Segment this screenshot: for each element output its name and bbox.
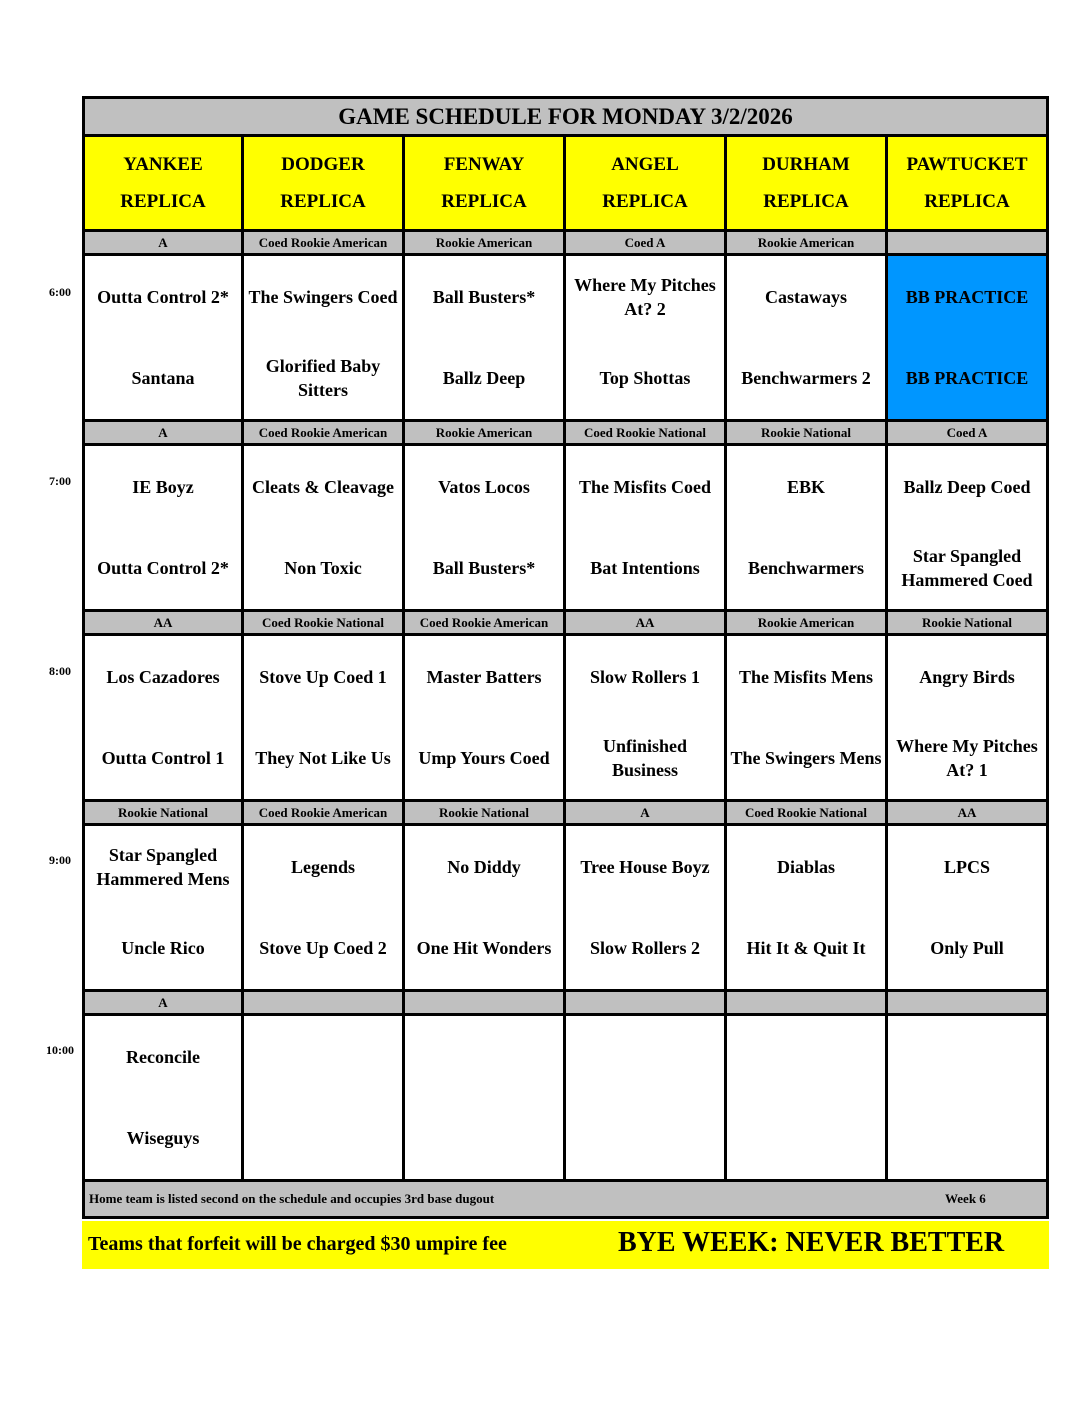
week-label: Week 6 bbox=[945, 1191, 986, 1206]
away-team: Ballz Deep Coed bbox=[903, 476, 1031, 497]
game-cell bbox=[82, 826, 244, 992]
field-subtitle: REPLICA bbox=[924, 191, 1010, 212]
game-cell bbox=[244, 826, 405, 992]
division-label: Rookie National bbox=[727, 422, 888, 446]
game-cell bbox=[727, 446, 888, 612]
away-team: Tree House Boyz bbox=[580, 856, 710, 877]
home-team: They Not Like Us bbox=[255, 748, 391, 769]
home-team bbox=[569, 1098, 721, 1180]
game-row bbox=[82, 256, 1049, 422]
game-cell bbox=[566, 636, 727, 802]
home-team bbox=[408, 1098, 560, 1180]
division-label: Rookie National bbox=[888, 612, 1049, 636]
home-team: The Swingers Mens bbox=[730, 748, 882, 769]
home-team: Uncle Rico bbox=[121, 938, 205, 959]
division-label: Coed Rookie American bbox=[244, 232, 405, 256]
practice-cell bbox=[888, 256, 1049, 422]
division-label bbox=[888, 992, 1049, 1016]
time-slots bbox=[82, 232, 1049, 1182]
away-team: The Swingers Coed bbox=[248, 286, 398, 307]
game-cell bbox=[727, 256, 888, 422]
field-header bbox=[244, 137, 405, 232]
division-label: Rookie American bbox=[727, 232, 888, 256]
home-team: Glorified Baby Sitters bbox=[265, 356, 381, 401]
away-team: Outta Control 2* bbox=[97, 286, 229, 307]
game-cell bbox=[888, 446, 1049, 612]
game-cell bbox=[888, 1016, 1049, 1182]
game-row bbox=[82, 1016, 1049, 1182]
field-name: YANKEE bbox=[123, 154, 203, 175]
field-subtitle: REPLICA bbox=[602, 191, 688, 212]
time-label: 6:00 bbox=[49, 285, 71, 299]
home-team: Hit It & Quit It bbox=[746, 938, 866, 959]
away-team: Ball Busters* bbox=[432, 286, 536, 307]
away-team: BB PRACTICE bbox=[905, 286, 1029, 307]
field-name: FENWAY bbox=[443, 154, 525, 175]
division-label: Coed Rookie National bbox=[566, 422, 727, 446]
division-label: Rookie National bbox=[82, 802, 244, 826]
field-header-row bbox=[82, 137, 1049, 232]
home-team: Slow Rollers 2 bbox=[590, 938, 700, 959]
away-team bbox=[569, 1016, 721, 1098]
away-team: The Misfits Mens bbox=[739, 666, 873, 687]
game-cell bbox=[405, 256, 566, 422]
home-team: BB PRACTICE bbox=[905, 368, 1029, 389]
away-team: Angry Birds bbox=[919, 666, 1015, 687]
game-cell bbox=[727, 636, 888, 802]
away-team: No Diddy bbox=[447, 856, 521, 877]
away-team bbox=[247, 1016, 399, 1098]
home-team: Stove Up Coed 2 bbox=[259, 938, 387, 959]
field-subtitle: REPLICA bbox=[280, 191, 366, 212]
game-row bbox=[82, 636, 1049, 802]
game-cell bbox=[727, 826, 888, 992]
game-cell bbox=[244, 636, 405, 802]
home-team-note: Home team is listed second on the schedule and occupies 3rd base dugout bbox=[89, 1191, 495, 1206]
away-team: EBK bbox=[786, 476, 825, 497]
game-cell bbox=[244, 1016, 405, 1182]
home-team: Ump Yours Coed bbox=[418, 748, 550, 769]
home-team: Only Pull bbox=[930, 938, 1004, 959]
division-label bbox=[405, 992, 566, 1016]
away-team: Diablas bbox=[776, 856, 836, 877]
game-cell bbox=[566, 826, 727, 992]
away-team: Vatos Locos bbox=[438, 476, 530, 497]
field-name: DURHAM bbox=[762, 154, 850, 175]
time-label: 9:00 bbox=[49, 853, 71, 867]
home-team: Santana bbox=[131, 368, 195, 389]
page-title: GAME SCHEDULE FOR MONDAY 3/2/2026 bbox=[82, 96, 1049, 137]
field-name: ANGEL bbox=[611, 154, 679, 175]
home-team: Ballz Deep bbox=[442, 368, 526, 389]
bye-banner bbox=[82, 1221, 1049, 1269]
time-label: 7:00 bbox=[49, 474, 71, 488]
game-cell bbox=[566, 256, 727, 422]
home-team: Star Spangled Hammered Coed bbox=[901, 546, 1033, 591]
field-header bbox=[82, 137, 244, 232]
home-team bbox=[247, 1098, 399, 1180]
division-label: A bbox=[82, 992, 244, 1016]
bye-week-notice: BYE WEEK: NEVER BETTER bbox=[618, 1227, 1005, 1258]
game-cell bbox=[82, 636, 244, 802]
game-cell bbox=[82, 1016, 244, 1182]
field-header bbox=[566, 137, 727, 232]
division-label: A bbox=[82, 422, 244, 446]
division-label: AA bbox=[82, 612, 244, 636]
away-team: Castaways bbox=[764, 286, 847, 307]
away-team: Stove Up Coed 1 bbox=[259, 666, 387, 687]
field-subtitle: REPLICA bbox=[441, 191, 527, 212]
division-label: Coed Rookie National bbox=[727, 802, 888, 826]
away-team bbox=[730, 1016, 882, 1098]
division-row bbox=[82, 992, 1049, 1016]
away-team: Master Batters bbox=[426, 666, 542, 687]
field-header bbox=[405, 137, 566, 232]
home-team bbox=[730, 1098, 882, 1180]
division-row bbox=[82, 232, 1049, 256]
game-cell bbox=[566, 446, 727, 612]
time-label: 8:00 bbox=[49, 664, 71, 678]
game-cell bbox=[566, 1016, 727, 1182]
division-label: Coed Rookie American bbox=[405, 612, 566, 636]
home-team: Benchwarmers 2 bbox=[741, 368, 871, 389]
forfeit-notice: Teams that forfeit will be charged $30 umpire fee bbox=[88, 1233, 507, 1255]
field-header bbox=[888, 137, 1049, 232]
away-team bbox=[408, 1016, 560, 1098]
away-team: IE Boyz bbox=[132, 476, 194, 497]
game-cell bbox=[405, 1016, 566, 1182]
game-cell bbox=[727, 1016, 888, 1182]
game-row bbox=[82, 446, 1049, 612]
game-cell bbox=[405, 636, 566, 802]
away-team: Legends bbox=[290, 856, 355, 877]
division-label: Coed Rookie American bbox=[244, 422, 405, 446]
division-label bbox=[888, 232, 1049, 256]
away-team: The Misfits Coed bbox=[579, 476, 711, 497]
division-label: AA bbox=[566, 612, 727, 636]
game-cell bbox=[405, 826, 566, 992]
home-team: Bat Intentions bbox=[590, 558, 700, 579]
field-header bbox=[727, 137, 888, 232]
home-team: Ball Busters* bbox=[432, 558, 536, 579]
time-label: 10:00 bbox=[46, 1043, 74, 1057]
home-team: One Hit Wonders bbox=[416, 938, 552, 959]
field-subtitle: REPLICA bbox=[763, 191, 849, 212]
home-team: Benchwarmers bbox=[748, 558, 864, 579]
division-label: Coed A bbox=[566, 232, 727, 256]
game-cell bbox=[244, 446, 405, 612]
footer-bar bbox=[82, 1182, 1049, 1219]
division-label bbox=[566, 992, 727, 1016]
home-team: Outta Control 2* bbox=[97, 558, 229, 579]
home-team: Top Shottas bbox=[599, 368, 691, 389]
home-team: Unfinished Business bbox=[602, 736, 688, 781]
away-team: Slow Rollers 1 bbox=[590, 666, 700, 687]
field-subtitle: REPLICA bbox=[120, 191, 206, 212]
division-row bbox=[82, 802, 1049, 826]
division-row bbox=[82, 612, 1049, 636]
away-team: Where My Pitches At? 2 bbox=[574, 274, 716, 319]
away-team: LPCS bbox=[943, 856, 990, 877]
division-label bbox=[244, 992, 405, 1016]
division-label: Rookie American bbox=[727, 612, 888, 636]
division-label: Coed Rookie American bbox=[244, 802, 405, 826]
home-team: Wiseguys bbox=[126, 1128, 200, 1149]
game-cell bbox=[888, 826, 1049, 992]
division-label: Rookie National bbox=[405, 802, 566, 826]
away-team: Star Spangled Hammered Mens bbox=[96, 844, 230, 889]
away-team: Reconcile bbox=[126, 1046, 200, 1067]
division-label bbox=[727, 992, 888, 1016]
division-label: AA bbox=[888, 802, 1049, 826]
away-team: Cleats & Cleavage bbox=[252, 476, 394, 497]
division-label: A bbox=[82, 232, 244, 256]
field-name: DODGER bbox=[281, 154, 365, 175]
division-label: Rookie American bbox=[405, 232, 566, 256]
game-cell bbox=[405, 446, 566, 612]
division-label: Coed A bbox=[888, 422, 1049, 446]
away-team bbox=[891, 1016, 1043, 1098]
away-team: Los Cazadores bbox=[106, 666, 220, 687]
division-label: A bbox=[566, 802, 727, 826]
home-team: Non Toxic bbox=[284, 558, 362, 579]
game-cell bbox=[244, 256, 405, 422]
game-row bbox=[82, 826, 1049, 992]
game-cell bbox=[888, 636, 1049, 802]
home-team bbox=[891, 1098, 1043, 1180]
division-label: Rookie American bbox=[405, 422, 566, 446]
division-row bbox=[82, 422, 1049, 446]
home-team: Where My Pitches At? 1 bbox=[896, 736, 1038, 781]
game-cell bbox=[82, 446, 244, 612]
division-label: Coed Rookie National bbox=[244, 612, 405, 636]
game-cell bbox=[82, 256, 244, 422]
home-team: Outta Control 1 bbox=[101, 748, 225, 769]
field-name: PAWTUCKET bbox=[906, 154, 1028, 175]
schedule-sheet bbox=[82, 96, 1049, 1269]
